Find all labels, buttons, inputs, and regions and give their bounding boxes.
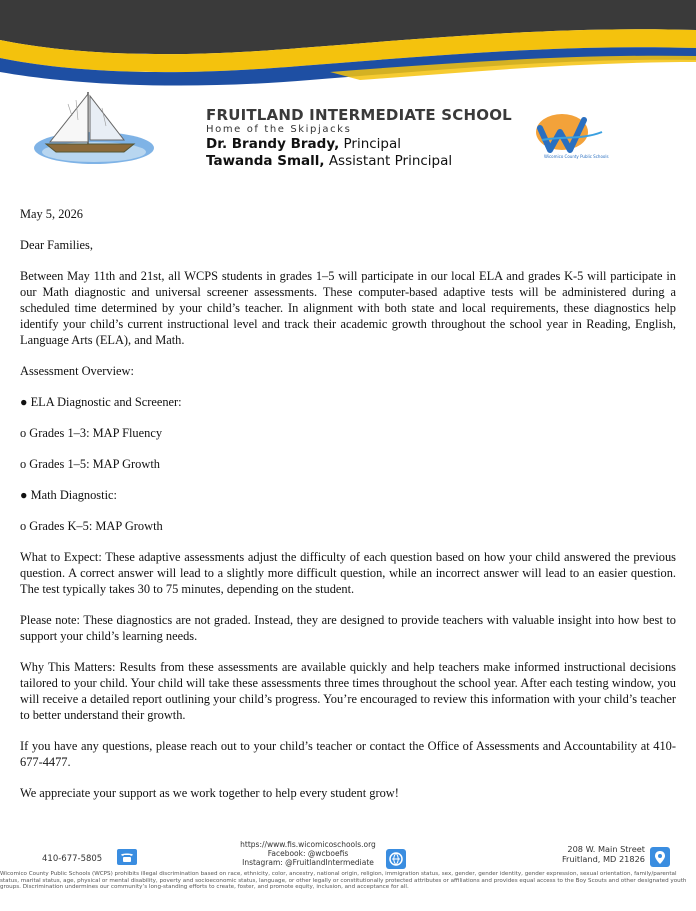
footer-facebook: Facebook: @wcboefis [267,849,349,858]
letter-greeting: Dear Families, [20,238,93,252]
footer-address [545,844,645,864]
footer-address-line1: 208 W. Main Street [567,844,645,854]
footer-instagram: Instagram: @FruitlandIntermediate [242,858,374,867]
footer-website[interactable]: https://www.fis.wicomicoschools.org [240,840,376,849]
bullet-ela-growth: o Grades 1–5: MAP Growth [20,457,160,471]
principal-title: Principal [339,136,402,152]
footer-contact [228,840,388,867]
location-pin-icon [650,847,670,867]
assessment-overview-heading: Assessment Overview: [20,364,134,378]
letter-body [20,206,676,816]
school-name: FRUITLAND INTERMEDIATE SCHOOL [206,106,512,124]
paragraph-questions: If you have any questions, please reach out to your child’s teacher or contact the Office of Assessments and Accountability at 410-677-4477. [20,739,676,769]
bullet-ela: ● ELA Diagnostic and Screener: [20,395,182,409]
paragraph-intro: Between May 11th and 21st, all WCPS students in grades 1–5 will participate in our local ELA and grades K-5 will participate in our Math diagnostic and universal screener assessments. These computer-based adaptive tests will be administered during a scheduled time determined by your child’s teacher. In alignment with both state and local requirements, these diagnostics help identify your child’s current instructional level and track their academic growth throughout the school year in Reading, English, Language Arts (ELA), and Math. [20,269,676,347]
footer [0,830,696,911]
paragraph-why-matters: Why This Matters: Results from these assessments are available quickly and help teachers make informed instructional decisions tailored to your child. Your child will take these assessments three times throughout the school year. After each testing window, you will receive a detailed report outlining your child’s progress. You’re encouraged to review this information with your child’s teacher to better understand their growth. [20,660,676,722]
bullet-math-growth: o Grades K–5: MAP Growth [20,519,163,533]
paragraph-please-note: Please note: These diagnostics are not graded. Instead, they are designed to provide teachers with valuable insight into how best to support your child’s learning needs. [20,613,676,643]
footer-address-line2: Fruitland, MD 21826 [561,854,645,864]
phone-icon [117,849,137,865]
sailboat-logo-icon [28,86,160,166]
wcps-logo-caption: Wicomico County Public Schools [544,154,609,159]
footer-legal-notice: Wicomico County Public Schools (WCPS) prohibits illegal discrimination based on race, ethnicity, color, ancestry, national origin, religion, immigration status, sex, gender, gender identity, gender expression, sexual orientation, family/parental status, marital status, age, physical or mental disability, poverty and socioeconomic status, language, or other legally or constitutionally protected attributes or affiliations and provides equal access to the Boy Scouts and other designated youth groups. Discrimination undermines our community’s long-standing efforts to create, foster, and promote equity, inclusion, and acceptance for all. [0,871,687,890]
footer-phone: 410-677-5805 [42,854,103,864]
assistant-title: Assistant Principal [324,153,453,169]
paragraph-closing: We appreciate your support as we work together to help every student grow! [20,786,399,800]
paragraph-what-to-expect: What to Expect: These adaptive assessments adjust the difficulty of each question based on how your child answered the previous question. A correct answer will lead to a slightly more difficult question, while an incorrect answer will lead to an easier question. The test typically takes 30 to 75 minutes, depending on the student. [20,550,676,596]
school-tagline: Home of the Skipjacks [206,124,352,135]
header-banner [0,0,696,100]
web-icon [386,849,406,869]
principal-line [206,136,512,152]
letter-date: May 5, 2026 [20,207,83,221]
principal-name: Dr. Brandy Brady, [206,136,340,152]
bullet-math: ● Math Diagnostic: [20,488,117,502]
bullet-ela-fluency: o Grades 1–3: MAP Fluency [20,426,163,440]
assistant-name: Tawanda Small, [206,153,325,169]
school-header [206,106,512,169]
assistant-line [206,153,512,169]
wcps-logo-icon [532,110,612,160]
